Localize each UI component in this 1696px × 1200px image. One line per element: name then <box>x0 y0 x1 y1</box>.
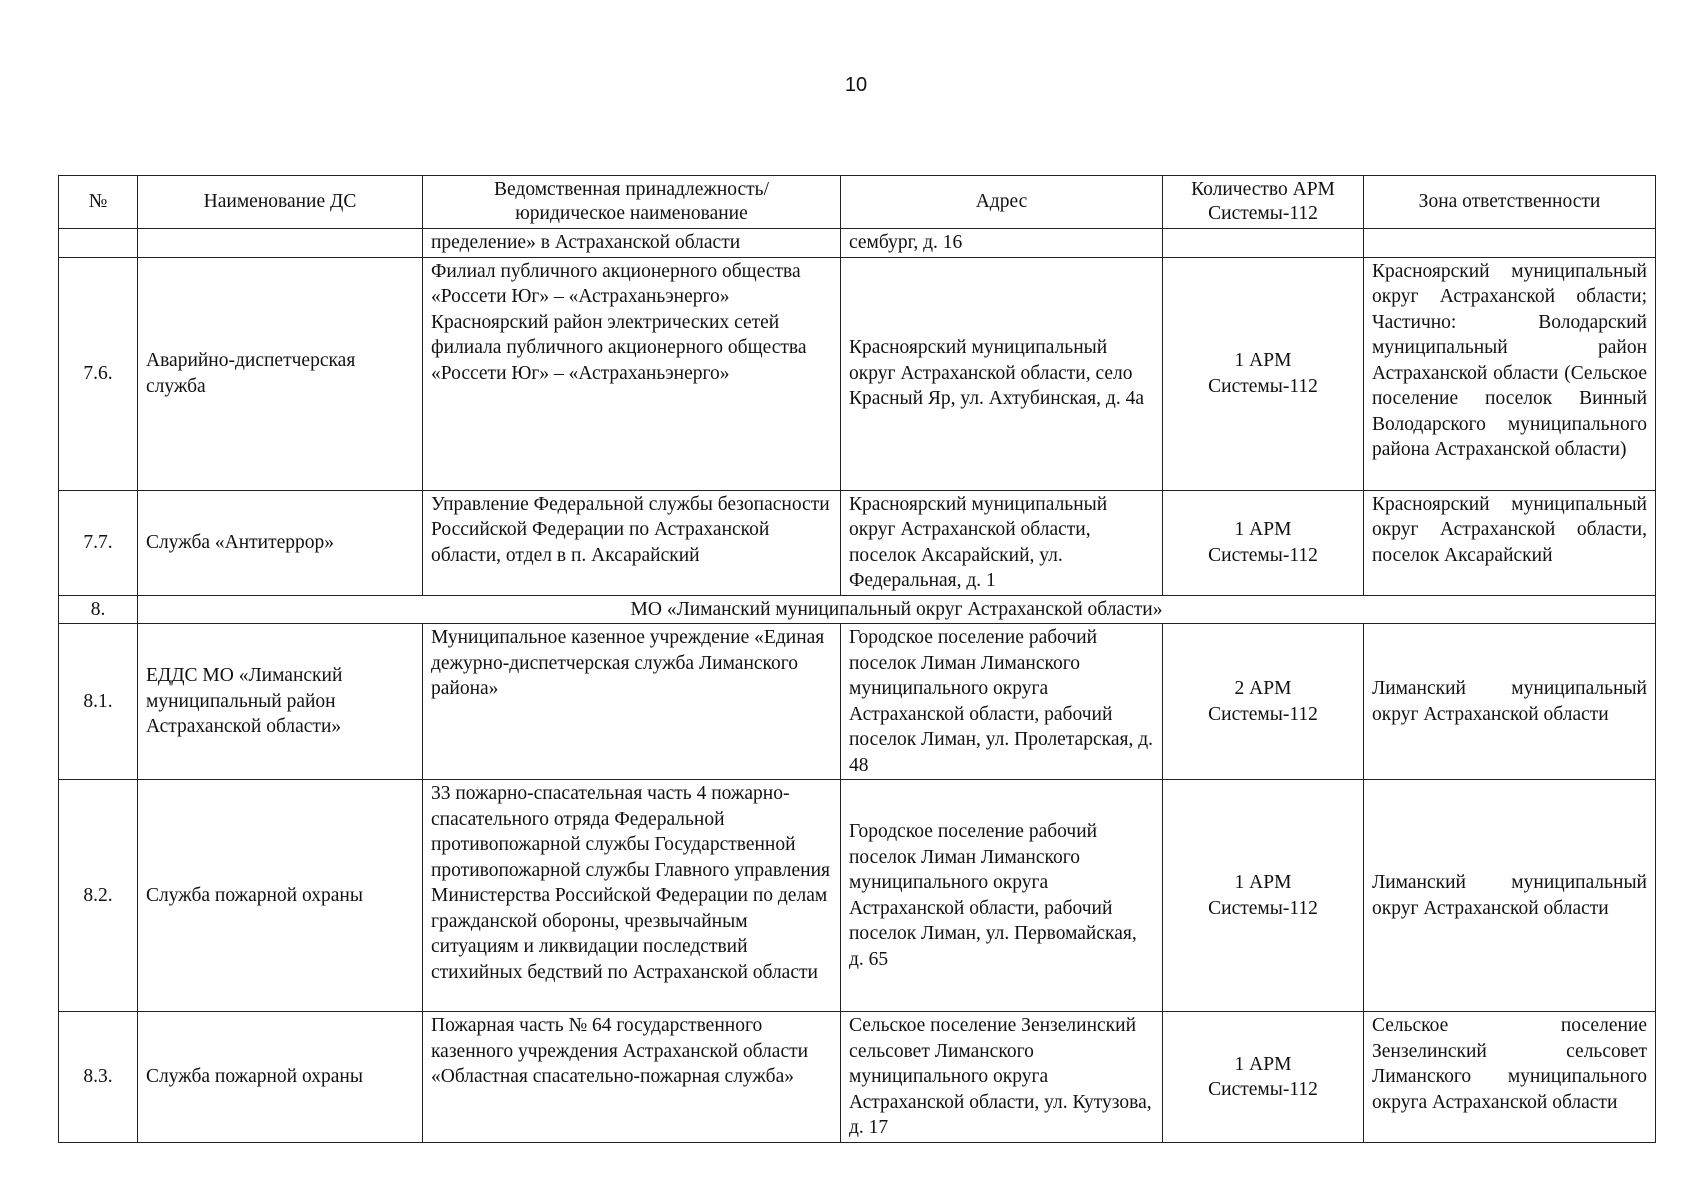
cell-affiliation: 33 пожарно-спасательная часть 4 пожарно-спасательного отряда Федеральной противопожарной службы Государственной противопожарной службы Главного управления Министерства Российской Федерации по делам гражданской обороны, чрезвычайным ситуациям и ликвидации последствий стихийных бедствий по Астраханской области <box>423 780 841 1012</box>
cell-name: Аварийно-диспетчерская служба <box>138 257 423 490</box>
section-title: МО «Лиманский муниципальный округ Астраханской области» <box>138 595 1656 624</box>
cell-address: Красноярский муниципальный округ Астраханской области, поселок Аксарайский, ул. Федеральная, д. 1 <box>841 490 1163 595</box>
cell-name: ЕДДС МО «Лиманский муниципальный район Астраханской области» <box>138 624 423 780</box>
cell-arm: 1 АРМ Системы-112 <box>1163 257 1364 490</box>
header-address: Адрес <box>841 176 1163 229</box>
cell-name <box>138 229 423 258</box>
table-header-row <box>59 176 1656 229</box>
cell-name: Служба пожарной охраны <box>138 1012 423 1143</box>
cell-zone: Красноярский муниципальный округ Астраханской области; Частично: Володарский муниципальный район Астраханской области (Сельское поселение поселок Винный Володарского муниципального района Астраханской области) <box>1364 257 1656 490</box>
header-zone: Зона ответственности <box>1364 176 1656 229</box>
cell-zone: Лиманский муниципальный округ Астраханской области <box>1364 624 1656 780</box>
cell-num: 7.7. <box>59 490 138 595</box>
table-row <box>59 1012 1656 1143</box>
cell-arm: 2 АРМ Системы-112 <box>1163 624 1364 780</box>
cell-num: 7.6. <box>59 257 138 490</box>
header-name: Наименование ДС <box>138 176 423 229</box>
header-arm: Количество АРМ Системы-112 <box>1163 176 1364 229</box>
table-row <box>59 624 1656 780</box>
cell-num <box>59 229 138 258</box>
cell-address: сембург, д. 16 <box>841 229 1163 258</box>
cell-affiliation: пределение» в Астраханской области <box>423 229 841 258</box>
cell-affiliation: Муниципальное казенное учреждение «Единая дежурно-диспетчерская служба Лиманского района» <box>423 624 841 780</box>
table-row <box>59 257 1656 490</box>
cell-address: Красноярский муниципальный округ Астраханской области, село Красный Яр, ул. Ахтубинская, д. 4а <box>841 257 1163 490</box>
cell-affiliation: Филиал публичного акционерного общества «Россети Юг» – «Астраханьэнерго» Красноярский район электрических сетей филиала публичного акционерного общества «Россети Юг» – «Астраханьэнерго» <box>423 257 841 490</box>
page-number: 10 <box>844 74 868 96</box>
cell-name: Служба пожарной охраны <box>138 780 423 1012</box>
cell-num: 8.2. <box>59 780 138 1012</box>
cell-address: Городское поселение рабочий поселок Лиман Лиманского муниципального округа Астраханской области, рабочий поселок Лиман, ул. Первомайская, д. 65 <box>841 780 1163 1012</box>
cell-arm: 1 АРМ Системы-112 <box>1163 490 1364 595</box>
header-num: № <box>59 176 138 229</box>
table-row <box>59 780 1656 1012</box>
cell-zone <box>1364 229 1656 258</box>
section-num: 8. <box>59 595 138 624</box>
cell-address: Сельское поселение Зензелинский сельсовет Лиманского муниципального округа Астраханской области, ул. Кутузова, д. 17 <box>841 1012 1163 1143</box>
table-row <box>59 490 1656 595</box>
cell-zone: Сельское поселение Зензелинский сельсовет Лиманского муниципального округа Астраханской области <box>1364 1012 1656 1143</box>
cell-affiliation: Управление Федеральной службы безопасности Российской Федерации по Астраханской области, отдел в п. Аксарайский <box>423 490 841 595</box>
cell-arm: 1 АРМ Системы-112 <box>1163 1012 1364 1143</box>
section-row <box>59 595 1656 624</box>
cell-name: Служба «Антитеррор» <box>138 490 423 595</box>
table-row-continuation <box>59 229 1656 258</box>
services-table <box>58 175 1656 1143</box>
header-affiliation: Ведомственная принадлежность/ юридическое наименование <box>423 176 841 229</box>
cell-address: Городское поселение рабочий поселок Лиман Лиманского муниципального округа Астраханской области, рабочий поселок Лиман, ул. Пролетарская, д. 48 <box>841 624 1163 780</box>
cell-num: 8.1. <box>59 624 138 780</box>
cell-arm: 1 АРМ Системы-112 <box>1163 780 1364 1012</box>
cell-num: 8.3. <box>59 1012 138 1143</box>
cell-affiliation: Пожарная часть № 64 государственного казенного учреждения Астраханской области «Областная спасательно-пожарная служба» <box>423 1012 841 1143</box>
cell-zone: Лиманский муниципальный округ Астраханской области <box>1364 780 1656 1012</box>
cell-zone: Красноярский муниципальный округ Астраханской области, поселок Аксарайский <box>1364 490 1656 595</box>
cell-arm <box>1163 229 1364 258</box>
